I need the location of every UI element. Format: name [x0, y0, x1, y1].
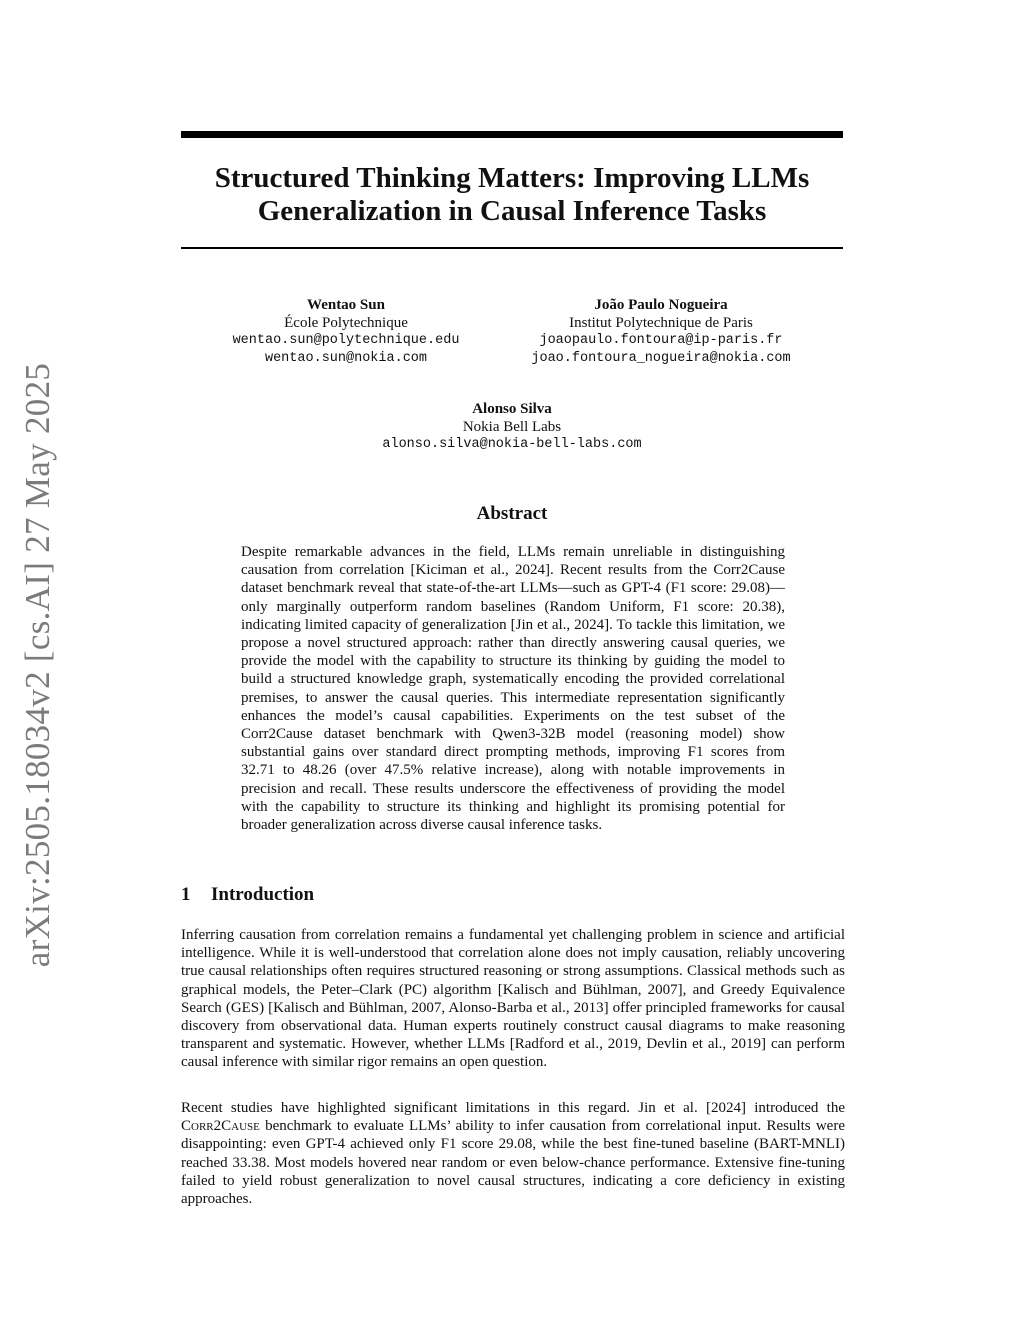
- author-affiliation: Institut Polytechnique de Paris: [569, 315, 753, 331]
- intro-paragraph-1: Inferring causation from correlation remains a fundamental yet challenging problem in science and artificial intelligence. While it is well-understood that correlation alone does not imply causation, reliably uncovering true causal relationships often requires structured reasoning or strong assumptions. Classical methods such as graphical models, the Peter–Clark (PC) algorithm [Kalisch and Bühlman, 2007], and Greedy Equivalence Search (GES) [Kalisch and Bühlman, 2007, Alonso-Barba et al., 2013] offer principled frameworks for causal discovery from observational data. Human experts routinely construct causal diagrams to make reasoning transparent and systematic. However, whether LLMs [Radford et al., 2019, Devlin et al., 2019] can perform causal inference with similar rigor remains an open question.: [181, 927, 845, 1071]
- section-title: Introduction: [211, 884, 315, 905]
- author-name: João Paulo Nogueira: [594, 297, 728, 313]
- author-email: joao.fontoura_nogueira@nokia.com: [531, 351, 791, 366]
- title-line-2: Generalization in Causal Inference Tasks: [257, 195, 767, 227]
- author-email: wentao.sun@polytechnique.edu: [232, 333, 460, 348]
- author-email: alonso.silva@nokia-bell-labs.com: [382, 437, 642, 452]
- paper-title: [181, 162, 843, 228]
- intro-paragraph-2-start: Recent studies have highlighted significant limitations in this regard. Jin et al. [2024] introduced the: [181, 1100, 845, 1116]
- author-name: Alonso Silva: [472, 401, 552, 417]
- arxiv-identifier-text: arXiv:2505.18034v2 [cs.AI] 27 May 2025: [18, 362, 57, 968]
- author-email: wentao.sun@nokia.com: [264, 351, 428, 366]
- title-bottom-rule: [181, 247, 843, 249]
- section-heading-introduction: [181, 884, 314, 906]
- author-email: joaopaulo.fontoura@ip-paris.fr: [539, 333, 783, 348]
- intro-paragraph-2-end: benchmark to evaluate LLMs’ ability to infer causation from correlational input. Results were disappointing: even GPT-4 achieved only F1 score 29.08, while the best fine-tuned baseline (BART-MNLI) reached 33.38. Most models hovered near random or even below-chance performance. Extensive fine-tuning failed to yield robust generalization to novel causal structures, indicating a core deficiency in existing approaches.: [181, 1118, 845, 1208]
- author-block-3: [332, 400, 692, 454]
- author-name: Wentao Sun: [307, 297, 385, 313]
- author-affiliation: École Polytechnique: [284, 315, 408, 331]
- arxiv-identifier: [8, 362, 68, 968]
- abstract-heading: Abstract: [476, 503, 548, 524]
- title-top-rule: [181, 131, 843, 138]
- author-affiliation: Nokia Bell Labs: [462, 419, 562, 435]
- section-number: 1: [181, 884, 191, 905]
- benchmark-name: Corr2Cause: [181, 1118, 260, 1135]
- intro-paragraph-2: [181, 1099, 845, 1208]
- author-block-2: [496, 296, 826, 368]
- abstract-text: Despite remarkable advances in the field, LLMs remain unreliable in distinguishing causation from correlation [Kiciman et al., 2024]. Recent results from the Corr2Cause dataset benchmark reveal that state-of-the-art LLMs—such as GPT-4 (F1 score: 29.08)—only marginally outperform random baselines (Random Uniform, F1 score: 20.38), indicating limited capacity of generalization [Jin et al., 2024]. To tackle this limitation, we propose a novel structured approach: rather than directly answering causal queries, we provide the model with the capability to structure its thinking by guiding the model to build a structured knowledge graph, systematically encoding the provided correlational premises, to answer the causal queries. This intermediate representation significantly enhances the model’s causal capabilities. Experiments on the test subset of the Corr2Cause dataset benchmark with Qwen3-32B model (reasoning model) show substantial gains over standard direct prompting methods, improving F1 scores from 32.71 to 48.26 (over 47.5% relative increase), along with notable improvements in precision and recall. These results underscore the effectiveness of providing the model with the capability to structure its thinking and highlight its promising potential for broader generalization across diverse causal inference tasks.: [241, 544, 785, 834]
- title-line-1: Structured Thinking Matters: Improving LLMs: [214, 162, 810, 194]
- author-block-1: [206, 296, 486, 368]
